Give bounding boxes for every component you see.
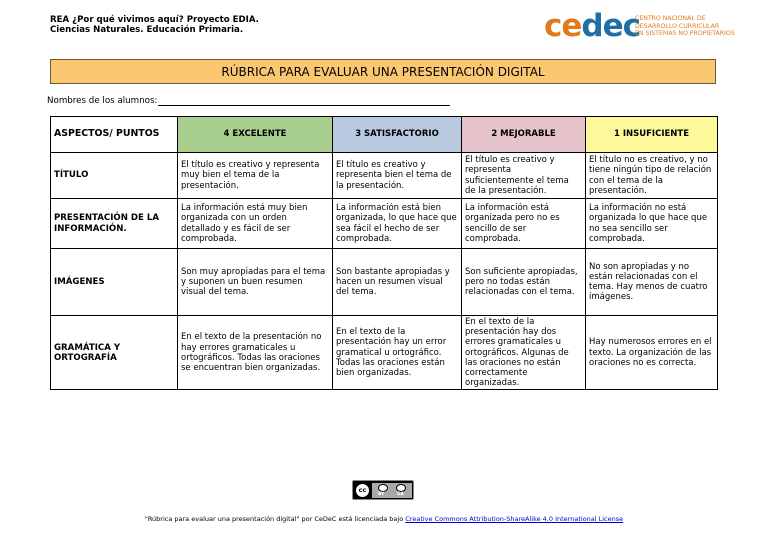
cell-mejorable: En el texto de la presentación hay dos errores gramaticales u ortográficos. Algunas de las oraciones no están correctamente organizadas. [462, 316, 586, 390]
row-aspect: PRESENTACIÓN DE LA INFORMACIÓN. [51, 199, 178, 249]
header-aspects: ASPECTOS/ PUNTOS [51, 117, 178, 153]
header-mejorable: 2 MEJORABLE [462, 117, 586, 153]
cell-insuficiente: Hay numerosos errores en el texto. La organización de las oraciones no es correcta. [586, 316, 718, 390]
header-line-2: Ciencias Naturales. Educación Primaria. [50, 25, 244, 35]
header-excelente: 4 EXCELENTE [178, 117, 333, 153]
by-person-icon [378, 484, 388, 492]
cc-badge-right [372, 483, 412, 498]
license-footer [0, 515, 768, 523]
header-insuficiente: 1 INSUFICIENTE [586, 117, 718, 153]
cell-mejorable: El título es creativo y representa suficientemente el tema de la presentación. [462, 153, 586, 199]
sa-label: SA [397, 492, 404, 497]
row-aspect: GRAMÁTICA Y ORTOGRAFÍA [51, 316, 178, 390]
logo-sub-line-2: DESARROLLO CURRICULAR [635, 22, 720, 30]
cell-satisfactorio: La información está bien organizada, lo que hace que sea fácil el hecho de ser comprobada. [333, 199, 462, 249]
cell-satisfactorio: Son bastante apropiadas y hacen un resumen visual del tema. [333, 249, 462, 316]
table-header-row [51, 117, 718, 153]
names-label: Nombres de los alumnos: [47, 96, 158, 106]
header-line-1: REA ¿Por qué vivimos aquí? Proyecto EDIA. [50, 15, 259, 25]
document-header [50, 15, 259, 35]
cell-mejorable: Son suficiente apropiadas, pero no todas están relacionadas con el tema. [462, 249, 586, 316]
table-row [51, 199, 718, 249]
footer-text: "Rúbrica para evaluar una presentación digital" por CeDeC está licenciada bajo [144, 515, 406, 523]
logo-wordmark [544, 10, 640, 42]
names-blank-line [158, 97, 450, 106]
table-row [51, 316, 718, 390]
header-satisfactorio: 3 SATISFACTORIO [333, 117, 462, 153]
logo-sub-line-3: EN SISTEMAS NO PROPIETARIOS [635, 30, 735, 38]
by-label: BY [378, 492, 385, 497]
logo-word-part1: ce [544, 8, 582, 44]
cell-insuficiente: No son apropiadas y no están relacionadas con el tema. Hay menos de cuatro imágenes. [586, 249, 718, 316]
rubric-title: RÚBRICA PARA EVALUAR UNA PRESENTACIÓN DIGITAL [50, 59, 716, 84]
license-link[interactable]: Creative Commons Attribution-ShareAlike 4.0 International License [405, 515, 624, 523]
cc-icon: cc [355, 483, 370, 498]
cell-excelente: El título es creativo y representa muy bien el tema de la presentación. [178, 153, 333, 199]
logo-word-part2: dec [581, 8, 640, 44]
table-row [51, 249, 718, 316]
cell-excelente: Son muy apropiadas para el tema y suponen un buen resumen visual del tema. [178, 249, 333, 316]
row-aspect: TÍTULO [51, 153, 178, 199]
cell-mejorable: La información está organizada pero no es sencillo de ser comprobada. [462, 199, 586, 249]
cell-excelente: La información está muy bien organizada con un orden detallado y es fácil de ser comprobada. [178, 199, 333, 249]
rubric-table [50, 116, 718, 390]
share-alike-icon [396, 484, 406, 492]
cell-satisfactorio: El título es creativo y representa bien el tema de la presentación. [333, 153, 462, 199]
student-names-field [47, 96, 450, 106]
logo-subtitle [635, 15, 735, 38]
cell-satisfactorio: En el texto de la presentación hay un error gramatical u ortográfico. Todas las oraciones están bien organizadas. [333, 316, 462, 390]
cell-insuficiente: El título no es creativo, y no tiene ningún tipo de relación con el tema de la presentación. [586, 153, 718, 199]
cell-excelente: En el texto de la presentación no hay errores gramaticales u ortográficos. Todas las oraciones se encuentran bien organizadas. [178, 316, 333, 390]
cc-license-badge[interactable] [352, 480, 414, 500]
table-row [51, 153, 718, 199]
row-aspect: IMÁGENES [51, 249, 178, 316]
cell-insuficiente: La información no está organizada lo que hace que no sea sencillo ser comprobada. [586, 199, 718, 249]
logo-sub-line-1: CENTRO NACIONAL DE [635, 15, 706, 22]
cedec-logo [544, 8, 744, 44]
